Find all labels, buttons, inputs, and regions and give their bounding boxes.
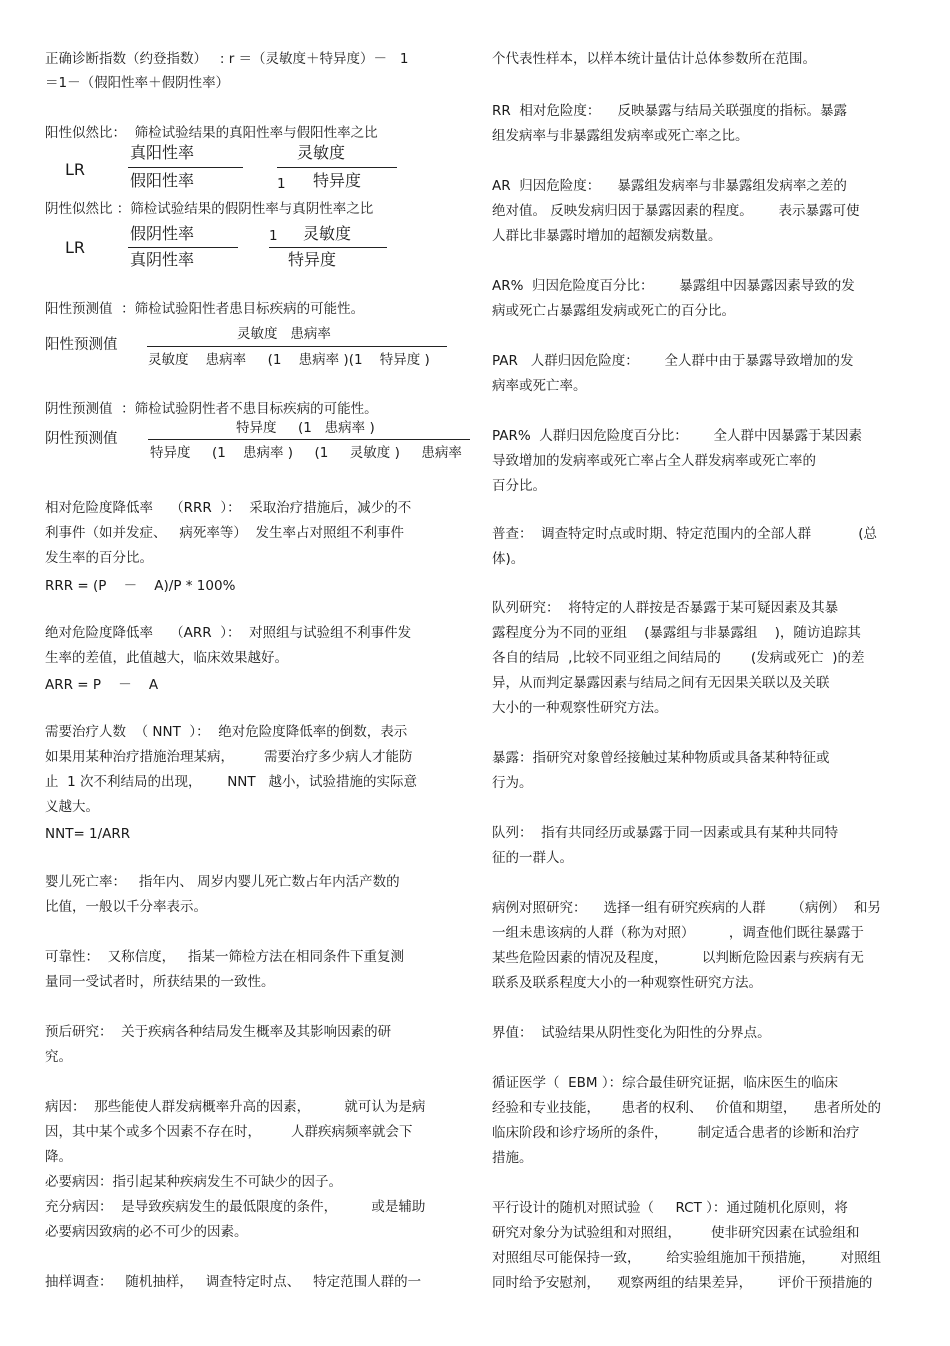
rrr-line-2: 利事件（如并发症、 病死率等） 发生率占对照组不利事件 bbox=[45, 525, 404, 541]
cause-line-2: 因，其中某个或多个因素不存在时， 人群疾病频率就会下 bbox=[45, 1124, 413, 1140]
rct-line-1: 平行设计的随机对照试验（ RCT ）：通过随机化原则，将 bbox=[492, 1200, 848, 1216]
parp-line-1: PAR% 人群归因危险度百分比： 全人群中因暴露于某因素 bbox=[492, 428, 863, 444]
ebm-line-3: 临床阶段和诊疗场所的条件， 制定适合患者的诊断和治疗 bbox=[492, 1125, 860, 1141]
ppv-numerator: 灵敏度 患病率 bbox=[237, 326, 331, 342]
case-control-line-3: 某些危险因素的情况及程度， 以判断危险因素与疾病有无 bbox=[492, 950, 864, 966]
nnt-line-1: 需要治疗人数 （ NNT ）： 绝对危险度降低率的倒数，表示 bbox=[45, 724, 408, 740]
exposure-line-2: 行为。 bbox=[492, 775, 533, 791]
cohort-line-5: 大小的一种观察性研究方法。 bbox=[492, 700, 668, 716]
cause-line-1: 病因： 那些能使人群发病概率升高的因素， 就可认为是病 bbox=[45, 1099, 426, 1115]
cause-line-3: 降。 bbox=[45, 1149, 72, 1165]
ppv-definition: 阳性预测值 ：筛检试验阳性者患目标疾病的可能性。 bbox=[45, 301, 365, 317]
ppv-label: 阳性预测值 bbox=[45, 337, 118, 353]
npv-fraction-bar bbox=[148, 439, 470, 440]
census-line-2: 体)。 bbox=[492, 551, 525, 567]
ar-line-3: 人群比非暴露时增加的超额发病数量。 bbox=[492, 228, 722, 244]
plr-fraction-bar-2 bbox=[277, 167, 397, 168]
nlr-numerator-2: 灵敏度 bbox=[303, 224, 352, 243]
cohort-line-2: 露程度分为不同的亚组 (暴露组与非暴露组 )，随访追踪其 bbox=[492, 625, 861, 641]
nnt-line-2: 如果用某种治疗措施治理某病， 需要治疗多少病人才能防 bbox=[45, 749, 413, 765]
npv-numerator: 特异度 (1 患病率 ) bbox=[236, 420, 375, 436]
plr-denominator-1: 假阳性率 bbox=[130, 171, 195, 190]
nnt-line-4: 义越大。 bbox=[45, 799, 99, 815]
nlr-one: 1 bbox=[269, 228, 278, 244]
census-line-1: 普查： 调查特定时点或时期、特定范围内的全部人群 (总 bbox=[492, 526, 878, 542]
ebm-line-2: 经验和专业技能， 患者的权利、 价值和期望， 患者所处的 bbox=[492, 1100, 881, 1116]
ebm-line-1: 循证医学（ EBM ）：综合最佳研究证据，临床医生的临床 bbox=[492, 1075, 839, 1091]
ar-line-1: AR 归因危险度： 暴露组发病率与非暴露组发病率之差的 bbox=[492, 178, 847, 194]
arp-line-2: 病或死亡占暴露组发病或死亡的百分比。 bbox=[492, 303, 735, 319]
cohort-line-3: 各自的结局 ,比较不同亚组之间结局的 (发病或死亡 )的差 bbox=[492, 650, 865, 666]
nlr-denominator-1: 真阴性率 bbox=[130, 250, 195, 269]
plr-numerator-2: 灵敏度 bbox=[297, 143, 346, 162]
nnt-formula: NNT= 1/ARR bbox=[45, 826, 131, 842]
sampling-line-1: 抽样调查： 随机抽样， 调查特定时点、 特定范围人群的一 bbox=[45, 1274, 422, 1290]
rct-line-4: 同时给予安慰剂， 观察两组的结果差异， 评价干预措施的 bbox=[492, 1275, 873, 1291]
nnt-line-3: 止 1 次不利结局的出现， NNT 越小，试验措施的实际意 bbox=[45, 774, 418, 790]
cutoff-line: 界值： 试验结果从阴性变化为阳性的分界点。 bbox=[492, 1025, 771, 1041]
par-line-1: PAR 人群归因危险度： 全人群中由于暴露导致增加的发 bbox=[492, 353, 854, 369]
ppv-fraction-bar bbox=[147, 346, 447, 347]
plr-definition: 阳性似然比： 筛检试验结果的真阳性率与假阳性率之比 bbox=[45, 125, 378, 141]
case-control-line-1: 病例对照研究： 选择一组有研究疾病的人群 （病例） 和另 bbox=[492, 900, 881, 916]
npv-definition: 阴性预测值 ：筛检试验阴性者不患目标疾病的可能性。 bbox=[45, 401, 378, 417]
plr-denominator-2: 特异度 bbox=[313, 171, 362, 190]
parp-line-3: 百分比。 bbox=[492, 478, 546, 494]
plr-numerator-1: 真阳性率 bbox=[130, 143, 195, 162]
ppv-denominator: 灵敏度 患病率 (1 患病率 )(1 特异度 ) bbox=[148, 352, 430, 368]
npv-denominator: 特异度 (1 患病率 ) (1 灵敏度 ) 患病率 bbox=[150, 445, 462, 461]
necessary-cause: 必要病因：指引起某种疾病发生不可缺少的因子。 bbox=[45, 1174, 342, 1190]
reliability-line-2: 量同一受试者时，所获结果的一致性。 bbox=[45, 974, 275, 990]
reliability-line-1: 可靠性： 又称信度， 指某一筛检方法在相同条件下重复测 bbox=[45, 949, 404, 965]
rct-line-2: 研究对象分为试验组和对照组， 使非研究因素在试验组和 bbox=[492, 1225, 860, 1241]
npv-label: 阴性预测值 bbox=[45, 431, 118, 447]
cohort-line-4: 异，从而判定暴露因素与结局之间有无因果关联以及关联 bbox=[492, 675, 830, 691]
imr-line-1: 婴儿死亡率： 指年内、 周岁内婴儿死亡数占年内活产数的 bbox=[45, 874, 400, 890]
cohort-def-line-2: 征的一群人。 bbox=[492, 850, 573, 866]
parp-line-2: 导致增加的发病率或死亡率占全人群发病率或死亡率的 bbox=[492, 453, 816, 469]
case-control-line-2: 一组未患该病的人群（称为对照） ，调查他们既往暴露于 bbox=[492, 925, 864, 941]
prognosis-line-1: 预后研究： 关于疾病各种结局发生概率及其影响因素的研 bbox=[45, 1024, 392, 1040]
arr-formula: ARR = P － A bbox=[45, 677, 159, 693]
rr-line-1: RR 相对危险度： 反映暴露与结局关联强度的指标。暴露 bbox=[492, 103, 848, 119]
arr-line-2: 生率的差值，此值越大，临床效果越好。 bbox=[45, 650, 288, 666]
rct-line-3: 对照组尽可能保持一致， 给实验组施加干预措施， 对照组 bbox=[492, 1250, 881, 1266]
rr-line-2: 组发病率与非暴露组发病率或死亡率之比。 bbox=[492, 128, 749, 144]
nlr-numerator-1: 假阴性率 bbox=[130, 224, 195, 243]
nlr-denominator-2: 特异度 bbox=[288, 250, 337, 269]
sampling-line-2: 个代表性样本，以样本统计量估计总体参数所在范围。 bbox=[492, 51, 816, 67]
cohort-line-1: 队列研究： 将特定的人群按是否暴露于某可疑因素及其暴 bbox=[492, 600, 839, 616]
rrr-line-1: 相对危险度降低率 （RRR ）： 采取治疗措施后，减少的不 bbox=[45, 500, 412, 516]
lr-symbol: LR bbox=[65, 160, 86, 179]
sufficient-cause-line-2: 必要病因致病的必不可少的因素。 bbox=[45, 1224, 248, 1240]
cohort-def-line-1: 队列： 指有共同经历或暴露于同一因素或具有某种共同特 bbox=[492, 825, 839, 841]
ar-line-2: 绝对值。 反映发病归因于暴露因素的程度。 表示暴露可使 bbox=[492, 203, 860, 219]
sufficient-cause-line-1: 充分病因： 是导致疾病发生的最低限度的条件， 或是辅助 bbox=[45, 1199, 426, 1215]
exposure-line-1: 暴露：指研究对象曾经接触过某种物质或具备某种特征或 bbox=[492, 750, 830, 766]
rrr-formula: RRR = (P － A)/P * 100% bbox=[45, 578, 236, 594]
nlr-definition: 阴性似然比 ：筛检试验结果的假阴性率与真阴性率之比 bbox=[45, 201, 374, 217]
ebm-line-4: 措施。 bbox=[492, 1150, 533, 1166]
par-line-2: 病率或死亡率。 bbox=[492, 378, 587, 394]
imr-line-2: 比值，一般以千分率表示。 bbox=[45, 899, 207, 915]
plr-fraction-bar-1 bbox=[128, 167, 243, 168]
plr-one: 1 bbox=[277, 176, 286, 192]
youden-line-2: ＝1－（假阳性率＋假阴性率） bbox=[45, 75, 230, 91]
prognosis-line-2: 究。 bbox=[45, 1049, 72, 1065]
lr-symbol: LR bbox=[65, 238, 86, 257]
arp-line-1: AR% 归因危险度百分比： 暴露组中因暴露因素导致的发 bbox=[492, 278, 855, 294]
rrr-line-3: 发生率的百分比。 bbox=[45, 550, 153, 566]
case-control-line-4: 联系及联系程度大小的一种观察性研究方法。 bbox=[492, 975, 762, 991]
arr-line-1: 绝对危险度降低率 （ARR ）： 对照组与试验组不利事件发 bbox=[45, 625, 412, 641]
youden-line-1: 正确诊断指数（约登指数） : r ＝（灵敏度＋特异度）－ 1 bbox=[45, 51, 409, 67]
